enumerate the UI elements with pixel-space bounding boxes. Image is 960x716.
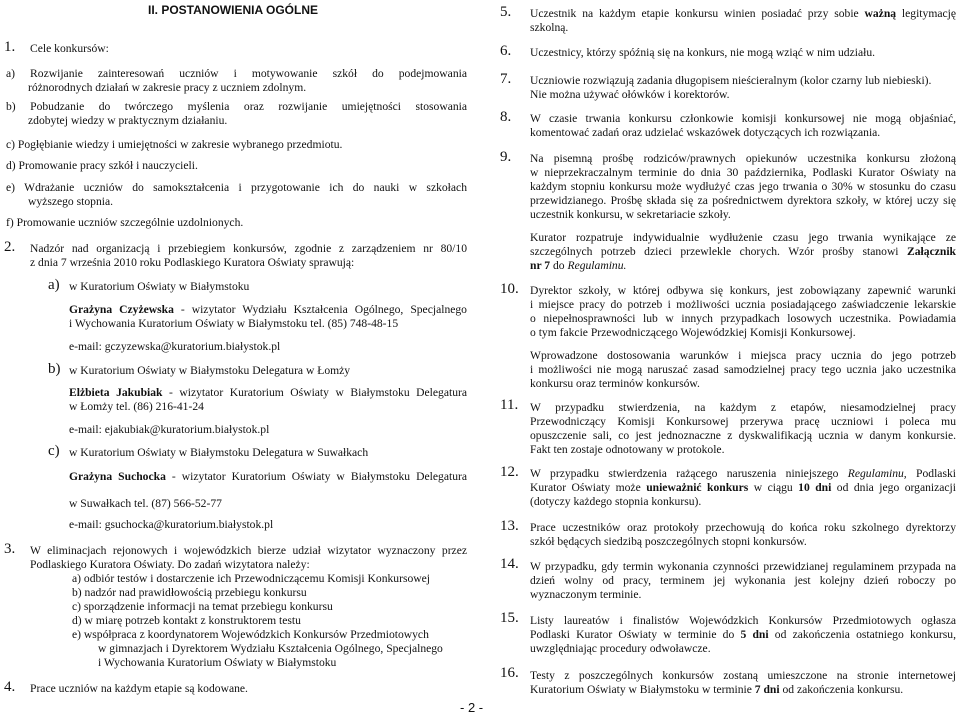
rule-5-number: 5. [500,4,512,20]
rule-10-number: 10. [500,281,519,297]
rule-15-line1: Listy laureatów i finalistów Wojewódzkich Konkursów Przedmiotowych ogłasza [530,614,956,627]
rule-12-line3: (dotyczy każdego stopnia konkursu). [530,495,702,508]
goal-b-line1: b) Pobudzanie do twórczego myślenia oraz rozwijanie umiejętności stosowania [6,100,467,113]
supervisor-c-role-line1: Grażyna Suchocka - wizytator Kuratorium Oświaty w Białymstoku Delegatura [69,470,467,483]
task-e-line2: w gimnazjach i Dyrektorem Wydziału Kształcenia Ogólnego, Specjalnego [98,642,443,655]
rule-10b-line2: i możliwości nie mogą naruszać zasad samodzielnej pracy tego ucznia jako uczestnika [530,363,956,376]
supervisor-a-email[interactable]: e-mail: gczyzewska@kuratorium.białystok.pl [69,340,281,353]
rule-7-number: 7. [500,71,512,87]
rule-14-line1: W przypadku, gdy termin wykonania czynności przewidzianej regulaminem przypada na [530,560,956,573]
rule-11-number: 11. [500,397,519,413]
rule-12-line2: Kurator Oświaty może unieważnić konkurs w ciągu 10 dni od dnia jego organizacji [530,481,956,494]
rule-6-text: Uczestnicy, którzy spóźnią się na konkurs, nie mogą wziąć w nim udziału. [530,46,876,59]
supervisor-b-office: w Kuratorium Oświaty w Białymstoku Delegatura w Łomży [69,364,351,377]
section-2-line2: z dnia 7 września 2010 roku Podlaskiego Kuratora Oświaty sprawują: [30,256,355,269]
rule-15-line3: uwzględniając procedury odwoławcze. [530,642,711,655]
supervisor-a-role-line2: i Wychowania Kuratorium Oświaty w Białymstoku tel. (85) 748-48-15 [69,317,399,330]
section-2-line1: Nadzór nad organizacją i przebiegiem konkursów, zgodnie z zarządzeniem nr 80/10 [30,242,467,255]
rule-9-line1: Na pisemną prośbę rodziców/prawnych opiekunów uczestnika konkursu złożoną [530,152,956,165]
rule-7-line1: Uczniowie rozwiązują zadania długopisem nieścieralnym (kolor czarny lub niebieski). [530,74,932,87]
rule-9b-line1: Kurator rozpatruje indywidualnie wydłużenie czasu jego trwania wynikające ze [530,231,956,244]
task-a: a) odbiór testów i dostarczenie ich Przewodniczącemu Komisji Konkursowej [72,572,431,585]
rule-5-line2: szkolną. [530,21,569,34]
rule-8-number: 8. [500,109,512,125]
rule-11-line4: Fakt ten zostaje odnotowany w protokole. [530,443,725,456]
rule-13-number: 13. [500,518,519,534]
goal-e-line2: wyższego stopnia. [28,195,114,208]
task-d: d) w miarę potrzeb kontakt z konstruktorem testu [72,614,301,627]
goal-a-line2: różnorodnych działań w zakresie pracy z uczniem zdolnym. [28,81,307,94]
rule-7-line2: Nie można używać ołówków i korektorów. [530,88,730,101]
rule-10-line1: Dyrektor szkoły, w której odbywa się konkurs, jest zobowiązany zapewnić warunki [530,284,956,297]
rule-11-line2: Przewodniczący Komisji Konkursowej przerywa pracę uczniowi i poleca mu [530,415,956,428]
supervisor-c-office: w Kuratorium Oświaty w Białymstoku Delegatura w Suwałkach [69,446,369,459]
supervisor-a-letter: a) [48,277,60,293]
supervisor-c-role-line2: w Suwałkach tel. (87) 566-52-77 [69,497,222,510]
goal-e-line1: e) Wdrażanie uczniów do samokształcenia i przygotowanie ich do nauki w szkołach [6,181,467,194]
rule-9-line4: przewidzianego. Prośbę składa się za pośrednictwem dyrektora szkoły, w której uczy się [530,194,956,207]
rule-11-line3: opuszczenie sali, co jest jednoznaczne z dyskwalifikacją ucznia w danym konkursie. [530,429,956,442]
rule-9b-line2: szczególnych potrzeb dzieci przewlekle chorych. Wzór prośby stanowi Załącznik [530,245,956,258]
rule-6-number: 6. [500,43,512,59]
rule-10-line4: o tym fakcie Przewodniczącego Wojewódzkiej Komisji Konkursowej. [530,326,856,339]
section-heading: II. POSTANOWIENIA OGÓLNE [148,3,319,17]
rule-9-line3: każdym stopniu konkursu może wydłużyć czas jego trwania o 30% w stosunku do czasu [530,180,956,193]
rule-16-number: 16. [500,665,519,681]
goal-a-line1: a) Rozwijanie zainteresowań uczniów i motywowanie szkół do podejmowania [6,67,467,80]
supervisor-b-role-line2: w Łomży tel. (86) 216-41-24 [69,400,204,413]
rule-8-line1: W czasie trwania konkursu członkowie komisji konkursowej nie mogą objaśniać, [530,112,956,125]
goal-b-line2: zdobytej wiedzy w praktycznym działaniu. [28,114,228,127]
section-4-text: Prace uczniów na każdym etapie są kodowane. [30,682,248,695]
rule-10-line3: o niepełnosprawności lub w innych przypadkach losowych uczestnika. Powiadamia [530,312,956,325]
rule-12-line1: W przypadku stwierdzenia rażącego naruszenia niniejszego Regulaminu, Podlaski [530,467,956,480]
section-1-title: Cele konkursów: [30,42,109,55]
goal-c: c) Pogłębianie wiedzy i umiejętności w zakresie wybranego przedmiotu. [6,138,343,151]
section-4-number: 4. [4,679,16,695]
rule-10b-line1: Wprowadzone dostosowania warunków i miejsca pracy ucznia do jego potrzeb [530,349,956,362]
rule-8-line2: komentować zadań oraz udzielać wskazówek dotyczących ich rozwiązania. [530,126,881,139]
rule-15-number: 15. [500,610,519,626]
task-e-line1: e) współpraca z koordynatorem Wojewódzkich Konkursów Przedmiotowych [72,628,429,641]
page-number: - 2 - [460,700,484,715]
goal-d: d) Promowanie pracy szkół i nauczycieli. [6,159,198,172]
supervisor-c-email[interactable]: e-mail: gsuchocka@kuratorium.białystok.pl [69,518,274,531]
rule-9-number: 9. [500,149,512,165]
supervisor-c-letter: c) [48,443,60,459]
rule-13-line2: szkół będących siedzibą poszczególnych stopni konkursów. [530,535,807,548]
section-3-line2: Podlaskiego Kuratora Oświaty. Do zadań wizytatora należy: [30,558,310,571]
task-c: c) sporządzenie informacji na temat przebiegu konkursu [72,600,333,613]
section-3-number: 3. [4,541,16,557]
goal-f: f) Promowanie uczniów szczególnie uzdolnionych. [6,216,244,229]
rule-16-line1: Testy z poszczególnych konkursów zostaną umieszczone na stronie internetowej [530,669,956,682]
section-1-number: 1. [4,39,16,55]
rule-5-line1: Uczestnik na każdym etapie konkursu winien posiadać przy sobie ważną legitymację [530,7,956,20]
supervisor-b-letter: b) [48,361,61,377]
task-b: b) nadzór nad prawidłowością przebiegu konkursu [72,586,307,599]
rule-9b-line3: nr 7 do Regulaminu. [530,259,627,272]
section-2-number: 2. [4,239,16,255]
section-3-line1: W eliminacjach rejonowych i wojewódzkich bierze udział wizytator wyznaczony przez [30,544,467,557]
supervisor-b-email[interactable]: e-mail: ejakubiak@kuratorium.białystok.pl [69,423,270,436]
rule-14-number: 14. [500,556,519,572]
rule-9-line5: uczestnik konkursu, w sekretariacie szkoły. [530,208,731,221]
supervisor-a-role-line1: Grażyna Czyżewska - wizytator Wydziału Kształcenia Ogólnego, Specjalnego [69,303,467,316]
rule-10-line2: i miejsce pracy do potrzeb i możliwości ucznia posiadającego zaświadczenie lekarskie [530,298,956,311]
rule-12-number: 12. [500,464,519,480]
rule-15-line2: Podlaski Kurator Oświaty w terminie do 5 dni od zakończenia ostatniego konkursu, [530,628,956,641]
rule-13-line1: Prace uczestników oraz protokoły przechowują do końca roku szkolnego dyrektorzy [530,521,956,534]
rule-14-line2: dzień wolny od pracy, terminem jej wykonania jest kolejny dzień roboczy po [530,574,956,587]
rule-11-line1: W przypadku stwierdzenia, na każdym z etapów, niesamodzielnej pracy [530,401,956,414]
supervisor-b-role-line1: Elżbieta Jakubiak - wizytator Kuratorium Oświaty w Białymstoku Delegatura [69,386,467,399]
rule-10b-line3: konkursu oraz terminów konkursów. [530,377,700,390]
supervisor-a-office: w Kuratorium Oświaty w Białymstoku [69,280,250,293]
rule-16-line2: Kuratorium Oświaty w Białymstoku w terminie 7 dni od zakończenia konkursu. [530,683,904,696]
rule-9-line2: w nieprzekraczalnym terminie do dnia 30 października, Podlaski Kurator Oświaty na [530,166,956,179]
task-e-line3: i Wychowania Kuratorium Oświaty w Białymstoku [98,656,337,669]
rule-14-line3: wyznaczonym terminie. [530,588,642,601]
